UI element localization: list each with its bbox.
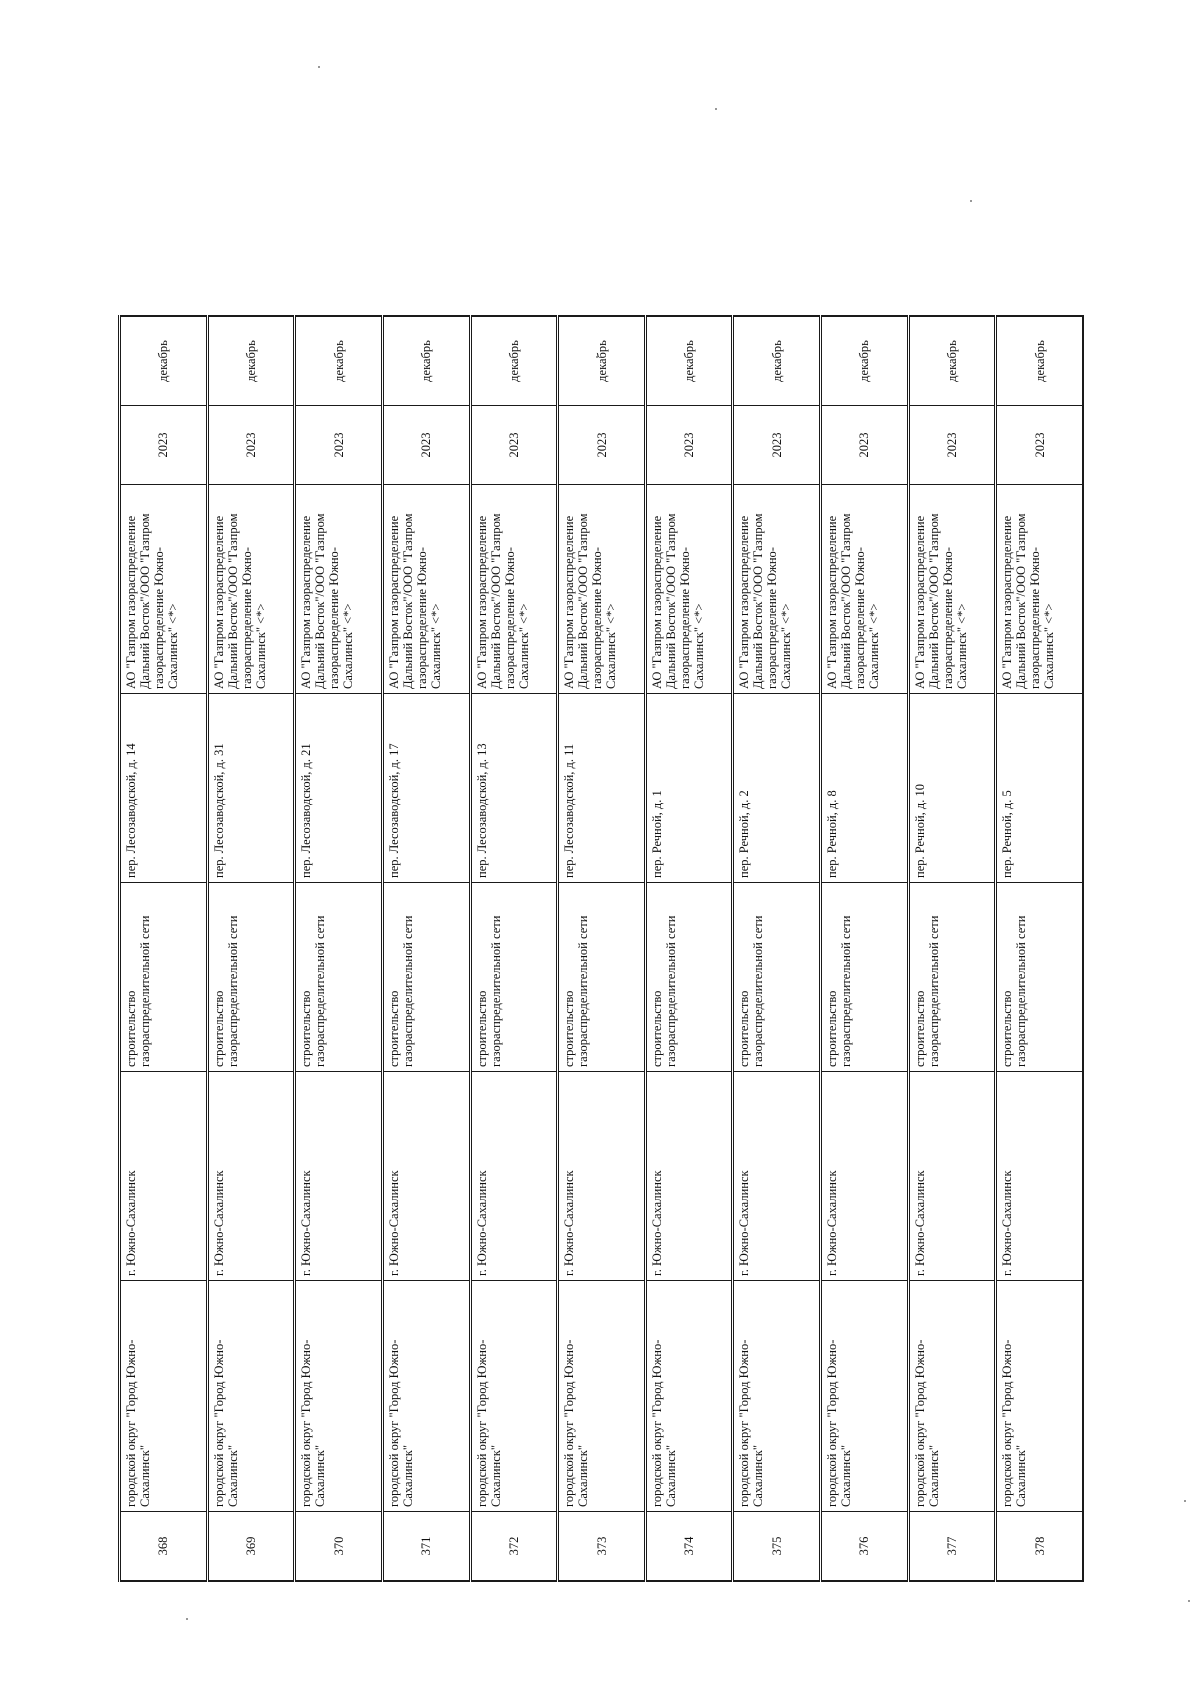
organization: АО "Газпром газораспределение Дальний Восток"/ООО "Газпром газораспределение Южно-Сахалинск" <*> bbox=[733, 485, 821, 694]
work-type: строительство газораспределительной сети bbox=[821, 883, 909, 1072]
address: пер. Речной, д. 10 bbox=[908, 694, 996, 883]
year: 2023 bbox=[120, 406, 208, 485]
year: 2023 bbox=[382, 406, 470, 485]
gasification-register-table bbox=[118, 315, 1084, 1582]
row-number: 369 bbox=[207, 1512, 295, 1582]
settlement: г. Южно-Сахалинск bbox=[295, 1072, 383, 1281]
organization: АО "Газпром газораспределение Дальний Восток"/ООО "Газпром газораспределение Южно-Сахалинск" <*> bbox=[470, 485, 558, 694]
table-row bbox=[558, 316, 646, 1581]
work-type: строительство газораспределительной сети bbox=[733, 883, 821, 1072]
month: декабрь bbox=[733, 316, 821, 406]
settlement: г. Южно-Сахалинск bbox=[558, 1072, 646, 1281]
year: 2023 bbox=[207, 406, 295, 485]
municipality: городской округ "Город Южно-Сахалинск" bbox=[470, 1281, 558, 1512]
organization: АО "Газпром газораспределение Дальний Восток"/ООО "Газпром газораспределение Южно-Сахалинск" <*> bbox=[996, 485, 1083, 694]
table-row bbox=[821, 316, 909, 1581]
year: 2023 bbox=[821, 406, 909, 485]
address: пер. Лесозаводской, д. 14 bbox=[120, 694, 208, 883]
settlement: г. Южно-Сахалинск bbox=[821, 1072, 909, 1281]
address: пер. Лесозаводской, д. 31 bbox=[207, 694, 295, 883]
work-type: строительство газораспределительной сети bbox=[295, 883, 383, 1072]
year: 2023 bbox=[470, 406, 558, 485]
municipality: городской округ "Город Южно-Сахалинск" bbox=[733, 1281, 821, 1512]
row-number: 370 bbox=[295, 1512, 383, 1582]
organization: АО "Газпром газораспределение Дальний Восток"/ООО "Газпром газораспределение Южно-Сахалинск" <*> bbox=[558, 485, 646, 694]
address: пер. Лесозаводской, д. 17 bbox=[382, 694, 470, 883]
municipality: городской округ "Город Южно-Сахалинск" bbox=[207, 1281, 295, 1512]
month: декабрь bbox=[470, 316, 558, 406]
municipality: городской округ "Город Южно-Сахалинск" bbox=[120, 1281, 208, 1512]
address: пер. Речной, д. 8 bbox=[821, 694, 909, 883]
month: декабрь bbox=[295, 316, 383, 406]
municipality: городской округ "Город Южно-Сахалинск" bbox=[645, 1281, 733, 1512]
work-type: строительство газораспределительной сети bbox=[382, 883, 470, 1072]
organization: АО "Газпром газораспределение Дальний Восток"/ООО "Газпром газораспределение Южно-Сахалинск" <*> bbox=[821, 485, 909, 694]
month: декабрь bbox=[207, 316, 295, 406]
month: декабрь bbox=[558, 316, 646, 406]
row-number: 376 bbox=[821, 1512, 909, 1582]
address: пер. Речной, д. 2 bbox=[733, 694, 821, 883]
work-type: строительство газораспределительной сети bbox=[207, 883, 295, 1072]
organization: АО "Газпром газораспределение Дальний Восток"/ООО "Газпром газораспределение Южно-Сахалинск" <*> bbox=[120, 485, 208, 694]
table-row bbox=[295, 316, 383, 1581]
work-type: строительство газораспределительной сети bbox=[908, 883, 996, 1072]
year: 2023 bbox=[558, 406, 646, 485]
work-type: строительство газораспределительной сети bbox=[996, 883, 1083, 1072]
year: 2023 bbox=[733, 406, 821, 485]
year: 2023 bbox=[908, 406, 996, 485]
organization: АО "Газпром газораспределение Дальний Восток"/ООО "Газпром газораспределение Южно-Сахалинск" <*> bbox=[382, 485, 470, 694]
settlement: г. Южно-Сахалинск bbox=[382, 1072, 470, 1281]
organization: АО "Газпром газораспределение Дальний Восток"/ООО "Газпром газораспределение Южно-Сахалинск" <*> bbox=[645, 485, 733, 694]
year: 2023 bbox=[996, 406, 1083, 485]
row-number: 378 bbox=[996, 1512, 1083, 1582]
settlement: г. Южно-Сахалинск bbox=[996, 1072, 1083, 1281]
address: пер. Лесозаводской, д. 11 bbox=[558, 694, 646, 883]
settlement: г. Южно-Сахалинск bbox=[733, 1072, 821, 1281]
address: пер. Речной, д. 5 bbox=[996, 694, 1083, 883]
settlement: г. Южно-Сахалинск bbox=[908, 1072, 996, 1281]
month: декабрь bbox=[382, 316, 470, 406]
month: декабрь bbox=[996, 316, 1083, 406]
settlement: г. Южно-Сахалинск bbox=[207, 1072, 295, 1281]
table-row bbox=[382, 316, 470, 1581]
table-row bbox=[908, 316, 996, 1581]
table-row bbox=[120, 316, 208, 1581]
table-row bbox=[207, 316, 295, 1581]
organization: АО "Газпром газораспределение Дальний Восток"/ООО "Газпром газораспределение Южно-Сахалинск" <*> bbox=[295, 485, 383, 694]
municipality: городской округ "Город Южно-Сахалинск" bbox=[996, 1281, 1083, 1512]
row-number: 373 bbox=[558, 1512, 646, 1582]
year: 2023 bbox=[645, 406, 733, 485]
month: декабрь bbox=[120, 316, 208, 406]
row-number: 372 bbox=[470, 1512, 558, 1582]
row-number: 375 bbox=[733, 1512, 821, 1582]
municipality: городской округ "Город Южно-Сахалинск" bbox=[821, 1281, 909, 1512]
row-number: 368 bbox=[120, 1512, 208, 1582]
table-row bbox=[996, 316, 1083, 1581]
settlement: г. Южно-Сахалинск bbox=[645, 1072, 733, 1281]
month: декабрь bbox=[908, 316, 996, 406]
work-type: строительство газораспределительной сети bbox=[558, 883, 646, 1072]
municipality: городской округ "Город Южно-Сахалинск" bbox=[558, 1281, 646, 1512]
work-type: строительство газораспределительной сети bbox=[645, 883, 733, 1072]
address: пер. Лесозаводской, д. 21 bbox=[295, 694, 383, 883]
row-number: 377 bbox=[908, 1512, 996, 1582]
table-row bbox=[645, 316, 733, 1581]
month: декабрь bbox=[645, 316, 733, 406]
table-row bbox=[733, 316, 821, 1581]
settlement: г. Южно-Сахалинск bbox=[470, 1072, 558, 1281]
month: декабрь bbox=[821, 316, 909, 406]
municipality: городской округ "Город Южно-Сахалинск" bbox=[908, 1281, 996, 1512]
address: пер. Речной, д. 1 bbox=[645, 694, 733, 883]
table-body bbox=[120, 316, 1084, 1581]
table-row bbox=[470, 316, 558, 1581]
organization: АО "Газпром газораспределение Дальний Восток"/ООО "Газпром газораспределение Южно-Сахалинск" <*> bbox=[908, 485, 996, 694]
rotated-table-container bbox=[118, 340, 1084, 1582]
organization: АО "Газпром газораспределение Дальний Восток"/ООО "Газпром газораспределение Южно-Сахалинск" <*> bbox=[207, 485, 295, 694]
address: пер. Лесозаводской, д. 13 bbox=[470, 694, 558, 883]
year: 2023 bbox=[295, 406, 383, 485]
municipality: городской округ "Город Южно-Сахалинск" bbox=[382, 1281, 470, 1512]
row-number: 371 bbox=[382, 1512, 470, 1582]
row-number: 374 bbox=[645, 1512, 733, 1582]
work-type: строительство газораспределительной сети bbox=[470, 883, 558, 1072]
work-type: строительство газораспределительной сети bbox=[120, 883, 208, 1072]
settlement: г. Южно-Сахалинск bbox=[120, 1072, 208, 1281]
municipality: городской округ "Город Южно-Сахалинск" bbox=[295, 1281, 383, 1512]
